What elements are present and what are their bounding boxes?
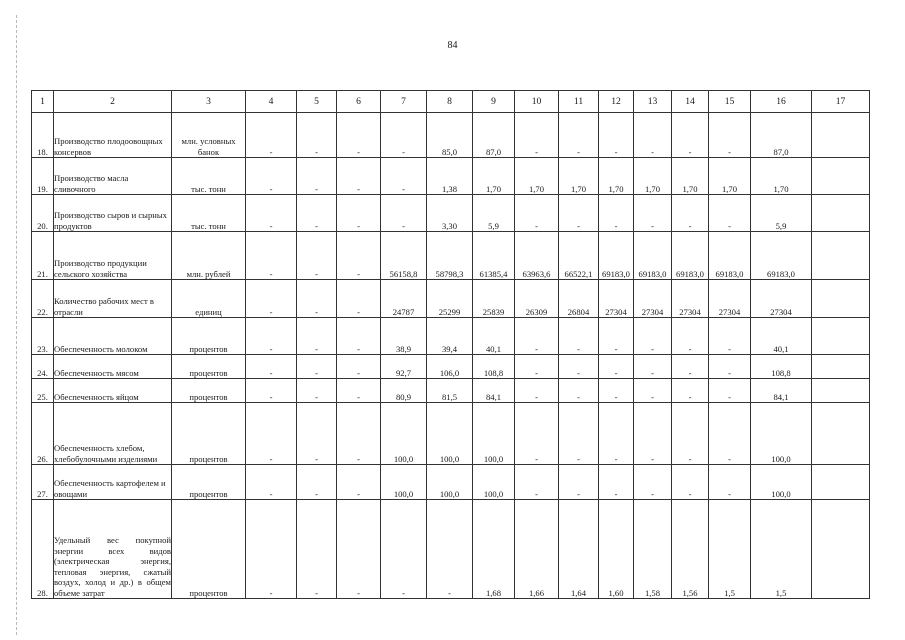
value-cell: -	[709, 318, 751, 355]
table-row	[32, 355, 870, 379]
value-cell: 100,0	[427, 403, 473, 465]
value-cell: -	[297, 195, 337, 232]
value-cell: 1,38	[427, 158, 473, 195]
value-cell: 1,5	[709, 500, 751, 599]
row-index: 27.	[32, 465, 54, 500]
row-index: 20.	[32, 195, 54, 232]
table-body	[32, 91, 870, 599]
value-cell: -	[709, 195, 751, 232]
value-cell: 100,0	[473, 465, 515, 500]
column-header: 3	[172, 91, 246, 113]
value-cell: 27304	[751, 280, 812, 318]
row-index: 23.	[32, 318, 54, 355]
value-cell	[812, 280, 870, 318]
value-cell: -	[246, 465, 297, 500]
value-cell: -	[672, 318, 709, 355]
value-cell: -	[246, 158, 297, 195]
value-cell: 25839	[473, 280, 515, 318]
value-cell: -	[246, 379, 297, 403]
value-cell: -	[634, 379, 672, 403]
value-cell: 81,5	[427, 379, 473, 403]
column-header: 2	[54, 91, 172, 113]
row-index: 22.	[32, 280, 54, 318]
value-cell: -	[337, 318, 381, 355]
value-cell: 100,0	[473, 403, 515, 465]
table-row	[32, 195, 870, 232]
value-cell: -	[246, 195, 297, 232]
unit-of-measure: процентов	[172, 318, 246, 355]
value-cell: -	[246, 500, 297, 599]
row-index: 19.	[32, 158, 54, 195]
value-cell: 87,0	[473, 113, 515, 158]
value-cell: -	[515, 355, 559, 379]
unit-of-measure: тыс. тонн	[172, 195, 246, 232]
unit-of-measure: тыс. тонн	[172, 158, 246, 195]
value-cell: -	[559, 355, 599, 379]
value-cell: -	[559, 379, 599, 403]
unit-of-measure: процентов	[172, 403, 246, 465]
indicator-name: Производство масла сливочного	[54, 158, 172, 195]
value-cell: 5,9	[473, 195, 515, 232]
value-cell: -	[672, 379, 709, 403]
value-cell: 26804	[559, 280, 599, 318]
column-header: 16	[751, 91, 812, 113]
value-cell: -	[599, 403, 634, 465]
value-cell: -	[246, 403, 297, 465]
value-cell: -	[634, 403, 672, 465]
value-cell: 27304	[634, 280, 672, 318]
value-cell: 1,70	[473, 158, 515, 195]
value-cell: -	[297, 403, 337, 465]
value-cell: -	[337, 280, 381, 318]
column-header: 17	[812, 91, 870, 113]
indicator-name: Удельный вес покупной энергии всех видов (электрическая энергия, тепловая энергия, сжатый воздух, холод и др.) в общем объеме затрат	[54, 500, 172, 599]
value-cell: -	[337, 465, 381, 500]
value-cell: 56158,8	[381, 232, 427, 280]
value-cell: -	[337, 113, 381, 158]
value-cell	[812, 195, 870, 232]
value-cell: -	[672, 403, 709, 465]
unit-of-measure: млн. условных банок	[172, 113, 246, 158]
value-cell: 58798,3	[427, 232, 473, 280]
indicator-name: Обеспеченность хлебом, хлебобулочными изделиями	[54, 403, 172, 465]
value-cell: -	[559, 465, 599, 500]
value-cell: 1,70	[672, 158, 709, 195]
value-cell: 25299	[427, 280, 473, 318]
value-cell: -	[515, 465, 559, 500]
value-cell: -	[337, 195, 381, 232]
value-cell: -	[672, 195, 709, 232]
margin-line	[16, 15, 17, 635]
value-cell: 1,70	[709, 158, 751, 195]
indicator-name: Обеспеченность яйцом	[54, 379, 172, 403]
value-cell: -	[246, 355, 297, 379]
value-cell: 27304	[672, 280, 709, 318]
value-cell: -	[297, 113, 337, 158]
value-cell: 1,70	[599, 158, 634, 195]
indicator-name: Обеспеченность мясом	[54, 355, 172, 379]
value-cell: -	[599, 465, 634, 500]
value-cell: -	[599, 318, 634, 355]
value-cell: -	[297, 500, 337, 599]
value-cell: -	[297, 280, 337, 318]
value-cell: -	[559, 318, 599, 355]
value-cell: 69183,0	[709, 232, 751, 280]
value-cell	[812, 403, 870, 465]
column-header: 4	[246, 91, 297, 113]
value-cell: -	[297, 232, 337, 280]
value-cell: -	[381, 113, 427, 158]
column-header: 15	[709, 91, 751, 113]
value-cell: -	[246, 318, 297, 355]
indicator-name: Количество рабочих мест в отрасли	[54, 280, 172, 318]
value-cell: 1,64	[559, 500, 599, 599]
value-cell: 27304	[599, 280, 634, 318]
value-cell: 108,8	[473, 355, 515, 379]
value-cell: 84,1	[473, 379, 515, 403]
value-cell: 1,68	[473, 500, 515, 599]
unit-of-measure: процентов	[172, 465, 246, 500]
value-cell: -	[634, 355, 672, 379]
value-cell: 100,0	[427, 465, 473, 500]
value-cell: -	[709, 379, 751, 403]
value-cell: -	[337, 403, 381, 465]
value-cell: 1,58	[634, 500, 672, 599]
value-cell: -	[297, 465, 337, 500]
value-cell: 100,0	[381, 403, 427, 465]
value-cell: -	[709, 113, 751, 158]
row-index: 25.	[32, 379, 54, 403]
value-cell: 1,70	[515, 158, 559, 195]
value-cell: 100,0	[751, 403, 812, 465]
value-cell: -	[709, 355, 751, 379]
value-cell	[812, 113, 870, 158]
table-row	[32, 379, 870, 403]
row-index: 18.	[32, 113, 54, 158]
value-cell: 80,9	[381, 379, 427, 403]
unit-of-measure: процентов	[172, 379, 246, 403]
data-table	[31, 90, 870, 599]
value-cell: 61385,4	[473, 232, 515, 280]
value-cell: 38,9	[381, 318, 427, 355]
value-cell: 100,0	[381, 465, 427, 500]
column-header: 13	[634, 91, 672, 113]
indicator-name: Обеспеченность молоком	[54, 318, 172, 355]
value-cell: 85,0	[427, 113, 473, 158]
value-cell: 40,1	[751, 318, 812, 355]
value-cell: 63963,6	[515, 232, 559, 280]
value-cell: 84,1	[751, 379, 812, 403]
value-cell: -	[337, 500, 381, 599]
value-cell: -	[297, 379, 337, 403]
value-cell: -	[337, 232, 381, 280]
value-cell: -	[381, 500, 427, 599]
value-cell: -	[246, 232, 297, 280]
value-cell: -	[599, 379, 634, 403]
column-header: 11	[559, 91, 599, 113]
value-cell: 26309	[515, 280, 559, 318]
column-header: 12	[599, 91, 634, 113]
value-cell	[812, 158, 870, 195]
value-cell: -	[297, 158, 337, 195]
value-cell	[812, 318, 870, 355]
value-cell: -	[515, 195, 559, 232]
value-cell: 108,8	[751, 355, 812, 379]
value-cell	[812, 355, 870, 379]
table-row	[32, 403, 870, 465]
value-cell: -	[672, 113, 709, 158]
value-cell: -	[634, 195, 672, 232]
value-cell: 87,0	[751, 113, 812, 158]
value-cell: -	[337, 379, 381, 403]
value-cell: -	[634, 113, 672, 158]
value-cell: -	[427, 500, 473, 599]
column-header: 6	[337, 91, 381, 113]
value-cell: 39,4	[427, 318, 473, 355]
value-cell: 69183,0	[672, 232, 709, 280]
value-cell	[812, 465, 870, 500]
value-cell: -	[337, 355, 381, 379]
value-cell: 69183,0	[751, 232, 812, 280]
value-cell: 69183,0	[634, 232, 672, 280]
indicator-name: Производство сыров и сырных продуктов	[54, 195, 172, 232]
unit-of-measure: процентов	[172, 500, 246, 599]
value-cell: -	[246, 113, 297, 158]
value-cell	[812, 232, 870, 280]
value-cell: -	[599, 113, 634, 158]
value-cell: -	[515, 113, 559, 158]
table-row	[32, 465, 870, 500]
column-header: 10	[515, 91, 559, 113]
value-cell: -	[599, 355, 634, 379]
indicator-name: Производство продукции сельского хозяйства	[54, 232, 172, 280]
value-cell: 3,30	[427, 195, 473, 232]
value-cell: 106,0	[427, 355, 473, 379]
row-index: 24.	[32, 355, 54, 379]
row-index: 28.	[32, 500, 54, 599]
value-cell: -	[559, 403, 599, 465]
value-cell: 24787	[381, 280, 427, 318]
table-row	[32, 500, 870, 599]
column-header: 1	[32, 91, 54, 113]
row-index: 26.	[32, 403, 54, 465]
row-index: 21.	[32, 232, 54, 280]
page-number: 84	[447, 40, 458, 51]
value-cell: -	[297, 318, 337, 355]
indicator-name: Производство плодоовощных консервов	[54, 113, 172, 158]
value-cell: 27304	[709, 280, 751, 318]
value-cell: 100,0	[751, 465, 812, 500]
value-cell: 92,7	[381, 355, 427, 379]
value-cell: 1,66	[515, 500, 559, 599]
table-row	[32, 113, 870, 158]
value-cell	[812, 379, 870, 403]
value-cell: 1,56	[672, 500, 709, 599]
value-cell: -	[634, 465, 672, 500]
header-row	[32, 91, 870, 113]
value-cell: 69183,0	[599, 232, 634, 280]
value-cell: -	[381, 158, 427, 195]
value-cell: -	[599, 195, 634, 232]
value-cell: -	[515, 403, 559, 465]
value-cell: -	[515, 318, 559, 355]
value-cell: -	[672, 355, 709, 379]
table-row	[32, 318, 870, 355]
table-row	[32, 232, 870, 280]
value-cell: -	[672, 465, 709, 500]
value-cell	[812, 500, 870, 599]
value-cell: 40,1	[473, 318, 515, 355]
value-cell: -	[246, 280, 297, 318]
indicator-name: Обеспеченность картофелем и овощами	[54, 465, 172, 500]
column-header: 7	[381, 91, 427, 113]
value-cell: -	[634, 318, 672, 355]
value-cell: 1,5	[751, 500, 812, 599]
unit-of-measure: процентов	[172, 355, 246, 379]
table-row	[32, 280, 870, 318]
value-cell: -	[337, 158, 381, 195]
value-cell: 5,9	[751, 195, 812, 232]
value-cell: -	[515, 379, 559, 403]
value-cell: -	[297, 355, 337, 379]
column-header: 14	[672, 91, 709, 113]
table-row	[32, 158, 870, 195]
value-cell: 1,70	[559, 158, 599, 195]
column-header: 8	[427, 91, 473, 113]
column-header: 5	[297, 91, 337, 113]
value-cell: -	[709, 403, 751, 465]
value-cell: 1,70	[634, 158, 672, 195]
value-cell: -	[381, 195, 427, 232]
value-cell: -	[559, 113, 599, 158]
value-cell: -	[709, 465, 751, 500]
value-cell: -	[559, 195, 599, 232]
unit-of-measure: единиц	[172, 280, 246, 318]
value-cell: 1,60	[599, 500, 634, 599]
value-cell: 66522,1	[559, 232, 599, 280]
unit-of-measure: млн. рублей	[172, 232, 246, 280]
value-cell: 1,70	[751, 158, 812, 195]
column-header: 9	[473, 91, 515, 113]
